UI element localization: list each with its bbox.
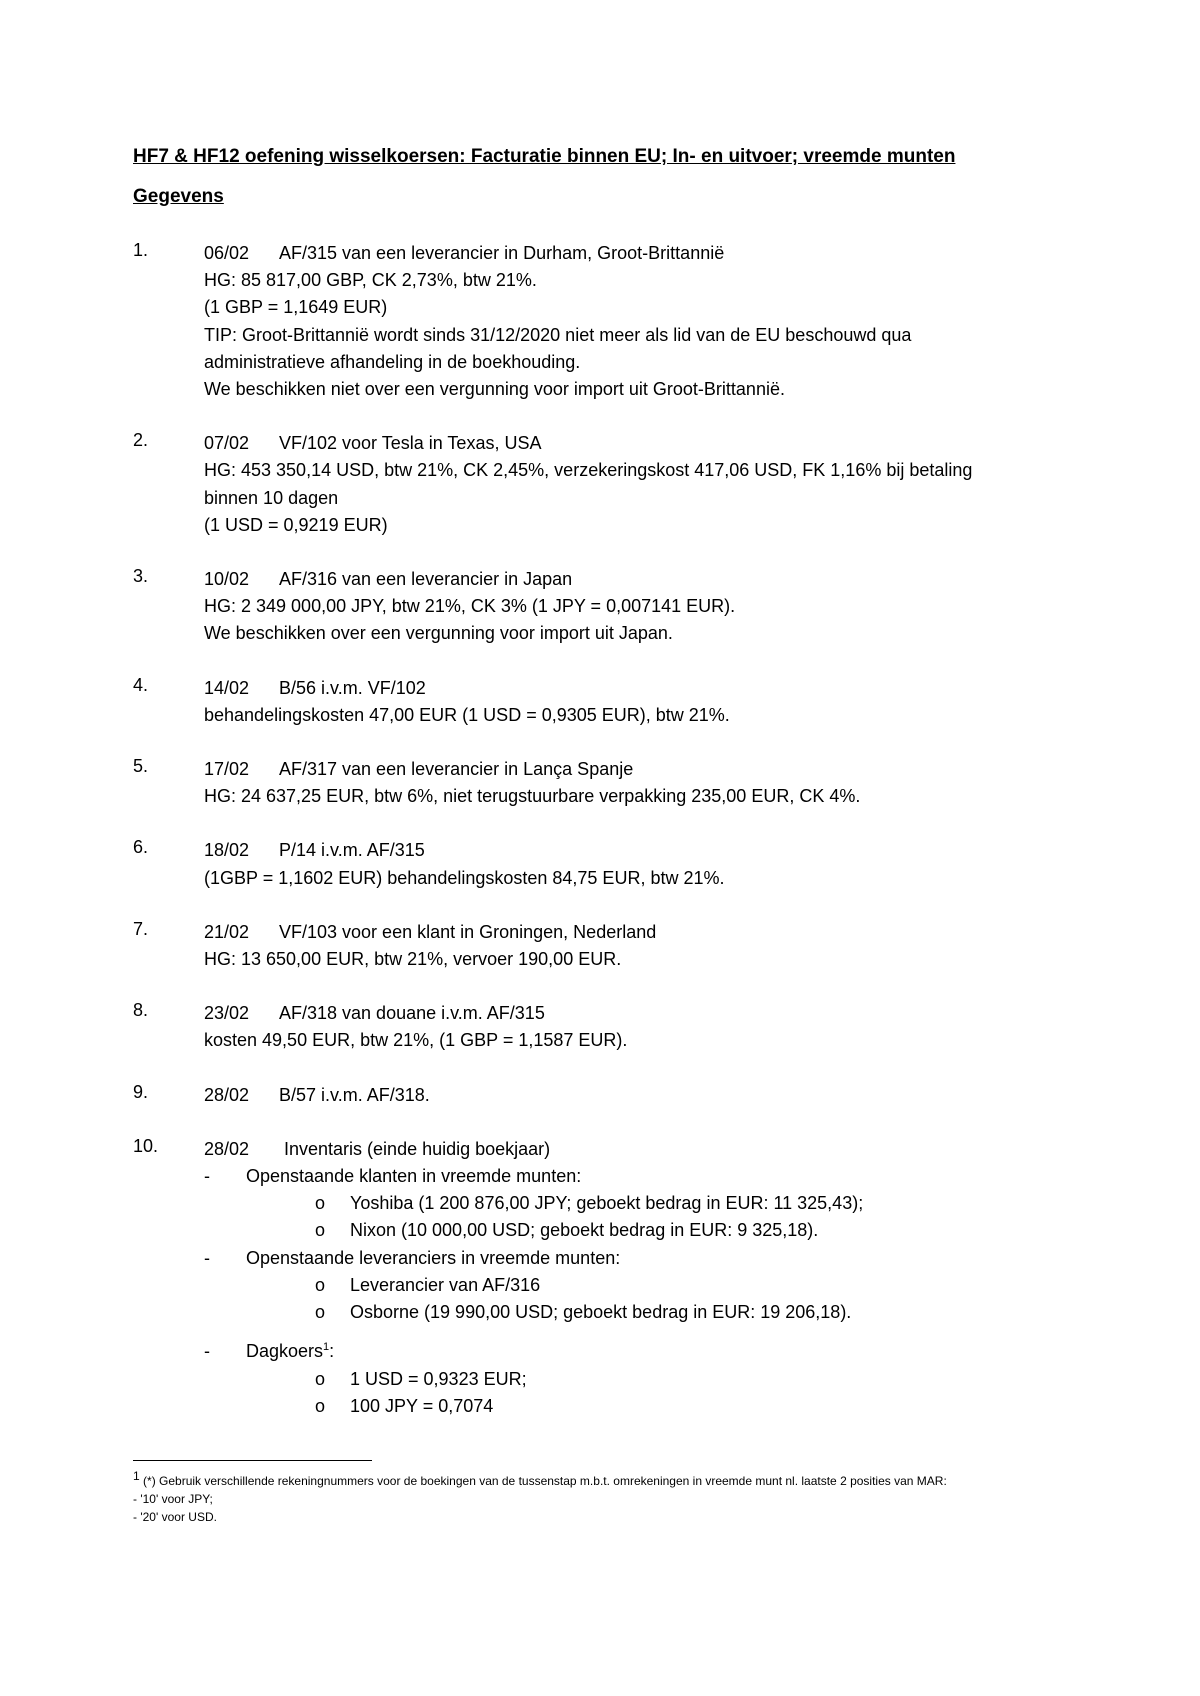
- item-detail-line: (1 GBP = 1,1649 EUR): [204, 297, 388, 318]
- item-date: 28/02: [204, 1138, 250, 1159]
- item-date: 10/02: [204, 569, 250, 590]
- item-document: AF/317 van een leverancier in Lança Spanje: [279, 759, 634, 780]
- circle-bullet: o: [315, 1193, 326, 1214]
- item-document: VF/102 voor Tesla in Texas, USA: [279, 433, 542, 454]
- exercise-list: [133, 240, 1133, 1447]
- item-header: [204, 1082, 1133, 1109]
- section-heading: Gegevens: [133, 186, 224, 207]
- item-date: 14/02: [204, 677, 250, 698]
- item-detail-line: HG: 2 349 000,00 JPY, btw 21%, CK 3% (1 JPY = 0,007141 EUR).: [204, 596, 736, 617]
- leveranciers-heading: - Openstaande leveranciers in vreemde munten:: [204, 1245, 1133, 1272]
- item-number: 4.: [133, 674, 149, 695]
- item-detail-line: We beschikken niet over een vergunning voor import uit Groot-Brittannië.: [204, 379, 785, 400]
- item-document: AF/316 van een leverancier in Japan: [279, 569, 573, 590]
- dagkoers-entry: o 1 USD = 0,9323 EUR;: [204, 1366, 1133, 1393]
- list-item: [133, 675, 1133, 729]
- footnote-line: - '20' voor USD.: [133, 1510, 217, 1524]
- item-detail-line: (1GBP = 1,1602 EUR) behandelingskosten 84,75 EUR, btw 21%.: [204, 867, 725, 888]
- item-detail-line: administratieve afhandeling in de boekhouding.: [204, 351, 581, 372]
- circle-bullet: o: [315, 1302, 326, 1323]
- item-detail-line: HG: 13 650,00 EUR, btw 21%, vervoer 190,00 EUR.: [204, 949, 622, 970]
- item-detail-line: (1 USD = 0,9219 EUR): [204, 514, 388, 535]
- item-number: 8.: [133, 1000, 149, 1021]
- item-document: P/14 i.v.m. AF/315: [279, 840, 425, 861]
- list-item: [133, 566, 1133, 648]
- item-document: AF/318 van douane i.v.m. AF/315: [279, 1003, 545, 1024]
- item-document: AF/315 van een leverancier in Durham, Groot-Brittannië: [279, 243, 725, 263]
- item-header: [204, 675, 1133, 702]
- item-header: [204, 756, 1133, 783]
- list-item: [133, 1082, 1133, 1109]
- footnote: [133, 1469, 1093, 1526]
- item-detail-line: HG: 453 350,14 USD, btw 21%, CK 2,45%, verzekeringskost 417,06 USD, FK 1,16% bij betaling: [204, 460, 973, 481]
- item-detail-line: behandelingskosten 47,00 EUR (1 USD = 0,9305 EUR), btw 21%.: [204, 704, 730, 725]
- item-header: [204, 1000, 1133, 1027]
- dagkoers-entry: o 100 JPY = 0,7074: [204, 1393, 1133, 1420]
- dash-bullet: -: [204, 1166, 210, 1187]
- item-detail-line: We beschikken over een vergunning voor import uit Japan.: [204, 623, 673, 644]
- circle-bullet: o: [315, 1274, 326, 1295]
- circle-bullet: o: [315, 1368, 326, 1389]
- item-header: [204, 919, 1133, 946]
- circle-bullet: o: [315, 1220, 326, 1241]
- klanten-heading: - Openstaande klanten in vreemde munten:: [204, 1163, 1133, 1190]
- item-date: 07/02: [204, 433, 250, 454]
- item-header: [204, 566, 1133, 593]
- dash-bullet: -: [204, 1247, 210, 1268]
- item-date: 21/02: [204, 921, 250, 942]
- item-header: [204, 430, 1133, 457]
- list-item-inventaris: [133, 1136, 1133, 1420]
- dash-bullet: -: [204, 1341, 210, 1362]
- footnote-reference[interactable]: 1: [323, 1341, 330, 1354]
- footnote-marker: 1: [133, 1469, 140, 1483]
- list-item: [133, 919, 1133, 973]
- item-detail-line: HG: 24 637,25 EUR, btw 6%, niet terugstuurbare verpakking 235,00 EUR, CK 4%.: [204, 786, 861, 807]
- item-number: 10.: [133, 1135, 159, 1156]
- item-document: B/57 i.v.m. AF/318.: [279, 1084, 430, 1105]
- item-document: Inventaris (einde huidig boekjaar): [284, 1138, 551, 1159]
- item-header: [204, 1136, 1133, 1163]
- footnote-line: - '10' voor JPY;: [133, 1492, 213, 1506]
- item-number: 2.: [133, 430, 149, 451]
- klant-entry: o Nixon (10 000,00 USD; geboekt bedrag in EUR: 9 325,18).: [204, 1217, 1133, 1244]
- list-item: [133, 1000, 1133, 1054]
- leverancier-entry: o Leverancier van AF/316: [204, 1272, 1133, 1299]
- klant-entry: o Yoshiba (1 200 876,00 JPY; geboekt bedrag in EUR: 11 325,43);: [204, 1190, 1133, 1217]
- circle-bullet: o: [315, 1395, 326, 1416]
- item-detail-line: binnen 10 dagen: [204, 487, 339, 508]
- item-date: 18/02: [204, 840, 250, 861]
- item-number: 3.: [133, 566, 149, 587]
- footnote-text: (*) Gebruik verschillende rekeningnummers voor de boekingen van de tussenstap m.b.t. omrekeningen in vreemde munt nl. laatste 2 posities van MAR:: [143, 1474, 947, 1488]
- item-date: 23/02: [204, 1003, 250, 1024]
- list-item: [133, 756, 1133, 810]
- dagkoers-heading: - Dagkoers$^1$:: [204, 1338, 1133, 1365]
- leverancier-entry: o Osborne (19 990,00 USD; geboekt bedrag in EUR: 19 206,18).: [204, 1299, 1133, 1326]
- item-header: [204, 240, 1133, 267]
- item-number: 1.: [133, 240, 149, 260]
- item-document: B/56 i.v.m. VF/102: [279, 677, 426, 698]
- item-document: VF/103 voor een klant in Groningen, Nederland: [279, 921, 657, 942]
- document-title: HF7 & HF12 oefening wisselkoersen: Facturatie binnen EU; In- en uitvoer; vreemde munten: [133, 146, 956, 167]
- item-detail-line: HG: 85 817,00 GBP, CK 2,73%, btw 21%.: [204, 270, 537, 291]
- item-number: 6.: [133, 837, 149, 858]
- footnote-separator: [133, 1460, 372, 1461]
- item-number: 5.: [133, 756, 149, 777]
- item-header: [204, 837, 1133, 864]
- item-date: 28/02: [204, 1084, 250, 1105]
- item-number: 7.: [133, 918, 149, 939]
- item-detail-line: TIP: Groot-Brittannië wordt sinds 31/12/2020 niet meer als lid van de EU beschouwd qua: [204, 324, 912, 345]
- item-detail-line: kosten 49,50 EUR, btw 21%, (1 GBP = 1,1587 EUR).: [204, 1030, 628, 1051]
- list-item: [133, 837, 1133, 891]
- item-date: 17/02: [204, 759, 250, 780]
- item-number: 9.: [133, 1081, 149, 1102]
- list-item: [133, 240, 1133, 403]
- list-item: [133, 430, 1133, 539]
- item-date: 06/02: [204, 243, 250, 263]
